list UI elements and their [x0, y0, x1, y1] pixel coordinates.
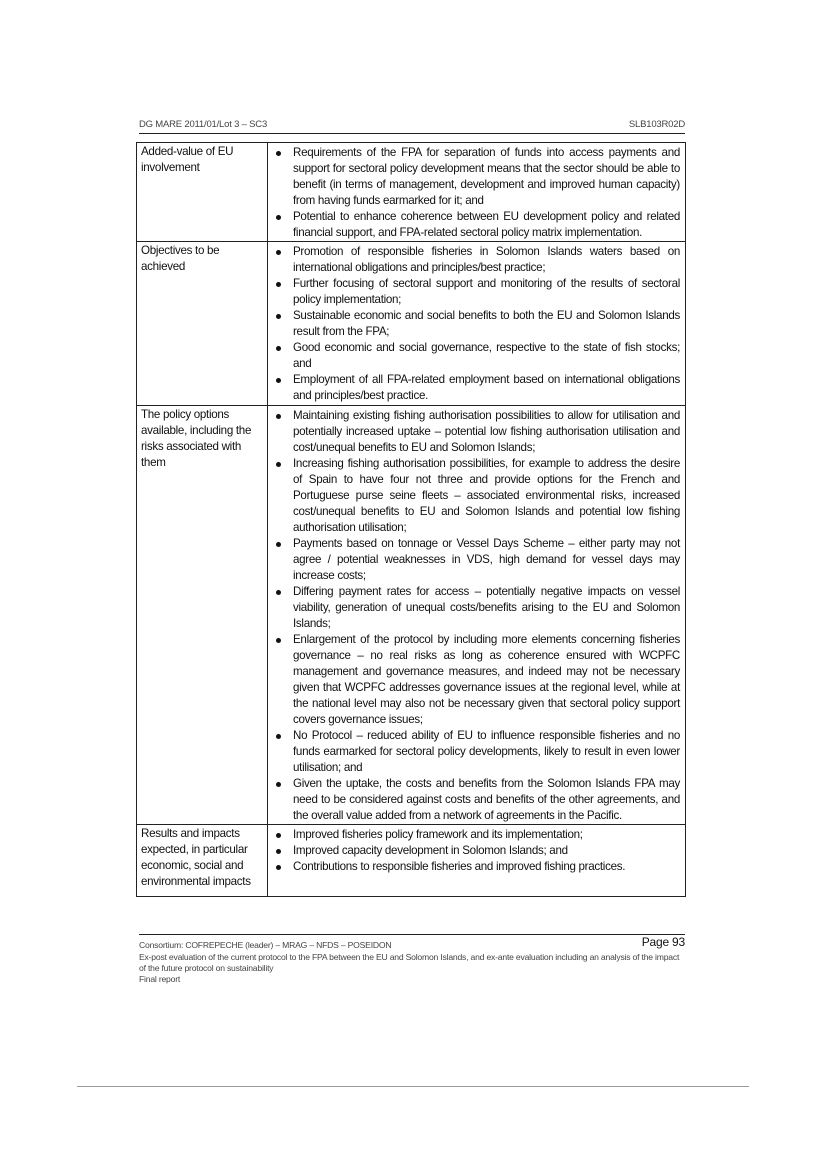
- row-content: [268, 406, 686, 825]
- list-item: Good economic and social governance, respective to the state of fish stocks; and: [271, 340, 680, 372]
- list-item: Maintaining existing fishing authorisation possibilities to allow for utilisation and potentially increased uptake – potential low fishing authorisation utilisation and cost/unequal benefits to EU and Solomon Islands;: [271, 408, 680, 456]
- table-row: [137, 825, 686, 897]
- bullet-icon: [276, 414, 281, 419]
- list-item: Payments based on tonnage or Vessel Days Scheme – either party may not agree / potential weaknesses in VDS, high demand for vessel days may increase costs;: [271, 536, 680, 584]
- bullet-icon: [276, 346, 281, 351]
- list-item: Requirements of the FPA for separation of funds into access payments and support for sectoral policy development means that the sector should be able to benefit (in terms of management, development and improved human capacity) from having funds earmarked for it; and: [271, 145, 680, 209]
- footer-consortium: Consortium: COFREPECHE (leader) – MRAG – NFDS – POSEIDON: [139, 940, 392, 950]
- header-document-code: SLB103R02D: [628, 119, 685, 130]
- page-footer: [139, 934, 685, 985]
- bullet-icon: [276, 151, 281, 156]
- list-item: No Protocol – reduced ability of EU to influence responsible fisheries and no funds earmarked for sectoral policy developments, likely to result in even lower utilisation; and: [271, 728, 680, 776]
- page-number: Page 93: [641, 935, 685, 949]
- list-item: Sustainable economic and social benefits to both the EU and Solomon Islands result from the FPA;: [271, 308, 680, 340]
- bullet-icon: [276, 462, 281, 467]
- bullet-icon: [276, 734, 281, 739]
- bullet-icon: [276, 215, 281, 220]
- bullet-icon: [276, 282, 281, 287]
- bullet-list: [271, 145, 680, 241]
- bullet-icon: [276, 865, 281, 870]
- list-item: Contributions to responsible fisheries and improved fishing practices.: [271, 859, 680, 875]
- bullet-icon: [276, 314, 281, 319]
- table-row: [137, 143, 686, 242]
- list-item: Further focusing of sectoral support and monitoring of the results of sectoral policy implementation;: [271, 276, 680, 308]
- row-label: Added-value of EU involvement: [137, 143, 268, 242]
- bullet-list: [271, 827, 680, 875]
- list-item: Differing payment rates for access – potentially negative impacts on vessel viability, generation of unequal costs/benefits arising to the EU and Solomon Islands;: [271, 584, 680, 632]
- table-row: [137, 406, 686, 825]
- footer-description: Ex-post evaluation of the current protocol to the FPA between the EU and Solomon Islands, and ex-ante evaluation including an analysis of the impact of the future protocol on sustainability: [139, 952, 680, 973]
- bullet-icon: [276, 250, 281, 255]
- footer-report-type: Final report: [139, 974, 181, 984]
- list-item: Promotion of responsible fisheries in Solomon Islands waters based on international obligations and principles/best practice;: [271, 244, 680, 276]
- page-header: [139, 119, 685, 134]
- list-item: Employment of all FPA-related employment based on international obligations and principles/best practice.: [271, 372, 680, 404]
- row-content: [268, 242, 686, 406]
- bottom-divider: [77, 1086, 749, 1087]
- bullet-icon: [276, 378, 281, 383]
- bullet-icon: [276, 638, 281, 643]
- evaluation-table: [136, 142, 686, 897]
- bullet-icon: [276, 590, 281, 595]
- bullet-list: [271, 244, 680, 404]
- list-item: Improved capacity development in Solomon Islands; and: [271, 843, 680, 859]
- list-item: Potential to enhance coherence between EU development policy and related financial support, and FPA-related sectoral policy matrix implementation.: [271, 209, 680, 241]
- bullet-icon: [276, 849, 281, 854]
- list-item: Improved fisheries policy framework and its implementation;: [271, 827, 680, 843]
- row-content: [268, 143, 686, 242]
- row-label: Objectives to be achieved: [137, 242, 268, 406]
- list-item: Enlargement of the protocol by including more elements concerning fisheries governance – no real risks as long as coherence ensured with WCPFC management and governance measures, and indeed may not be necessary given that WCPFC addresses governance issues at the regional level, while at the national level may also not be necessary given that sectoral policy support covers governance issues;: [271, 632, 680, 728]
- table-row: [137, 242, 686, 406]
- row-content: [268, 825, 686, 897]
- list-item: Given the uptake, the costs and benefits from the Solomon Islands FPA may need to be considered against costs and benefits of the other agreements, and the overall value added from a network of agreements in the Pacific.: [271, 776, 680, 824]
- bullet-list: [271, 408, 680, 824]
- bullet-icon: [276, 782, 281, 787]
- list-item: Increasing fishing authorisation possibilities, for example to address the desire of Spain to have four not three and provide options for the French and Portuguese purse seine fleets – associated environmental risks, increased cost/unequal benefits to EU and Solomon Islands and potential low fishing authorisation utilisation;: [271, 456, 680, 536]
- bullet-icon: [276, 833, 281, 838]
- row-label: Results and impacts expected, in particular economic, social and environmental impacts: [137, 825, 268, 897]
- header-reference: DG MARE 2011/01/Lot 3 – SC3: [139, 119, 268, 130]
- bullet-icon: [276, 542, 281, 547]
- row-label: The policy options available, including the risks associated with them: [137, 406, 268, 825]
